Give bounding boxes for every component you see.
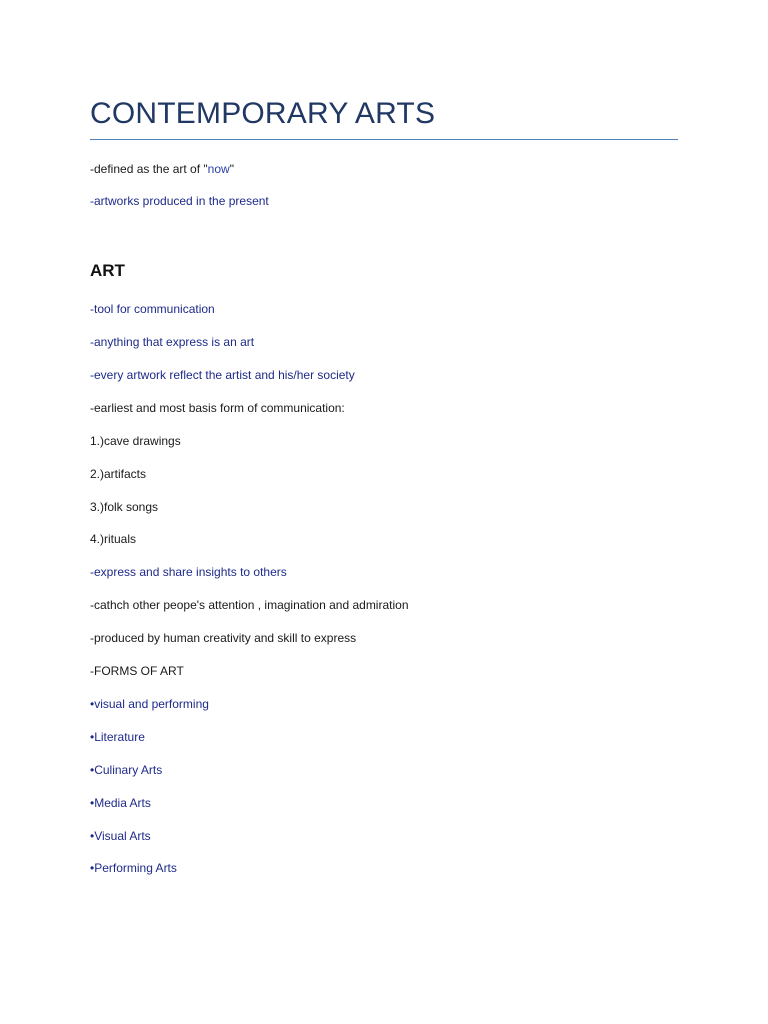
bullet-performing-arts: •Performing Arts — [90, 861, 177, 875]
art-line-anything: -anything that express is an art — [90, 335, 255, 349]
intro-line-defined-suffix: " — [229, 162, 234, 176]
bullet-media-arts: •Media Arts — [90, 796, 151, 810]
list-item-artifacts: 2.)artifacts — [90, 467, 147, 481]
intro-line-artworks: -artworks produced in the present — [90, 194, 269, 208]
art-line-tool: -tool for communication — [90, 302, 215, 316]
bullet-visual-arts: •Visual Arts — [90, 829, 151, 843]
art-line-earliest: -earliest and most basis form of communication: — [90, 401, 345, 415]
bullet-culinary-arts: •Culinary Arts — [90, 763, 163, 777]
title-underline — [90, 139, 678, 140]
art-line-every-artwork: -every artwork reflect the artist and his/her society — [90, 368, 355, 382]
list-item-folk-songs: 3.)folk songs — [90, 500, 159, 514]
art-line-produced: -produced by human creativity and skill to express — [90, 631, 357, 645]
section-heading-art: ART — [90, 261, 125, 280]
bullet-visual-performing: •visual and performing — [90, 697, 209, 711]
intro-line-defined-prefix: -defined as the art of " — [90, 162, 208, 176]
document-title: CONTEMPORARY ARTS — [90, 97, 436, 130]
list-item-rituals: 4.)rituals — [90, 532, 137, 546]
intro-line-defined — [90, 161, 234, 177]
bullet-literature: •Literature — [90, 730, 145, 744]
forms-of-art-heading: -FORMS OF ART — [90, 664, 184, 678]
art-line-catch-attention: -cathch other peope's attention , imagination and admiration — [90, 598, 409, 612]
intro-line-defined-highlight: now — [207, 162, 230, 176]
list-item-cave-drawings: 1.)cave drawings — [90, 434, 181, 448]
art-line-express-share: -express and share insights to others — [90, 565, 287, 579]
